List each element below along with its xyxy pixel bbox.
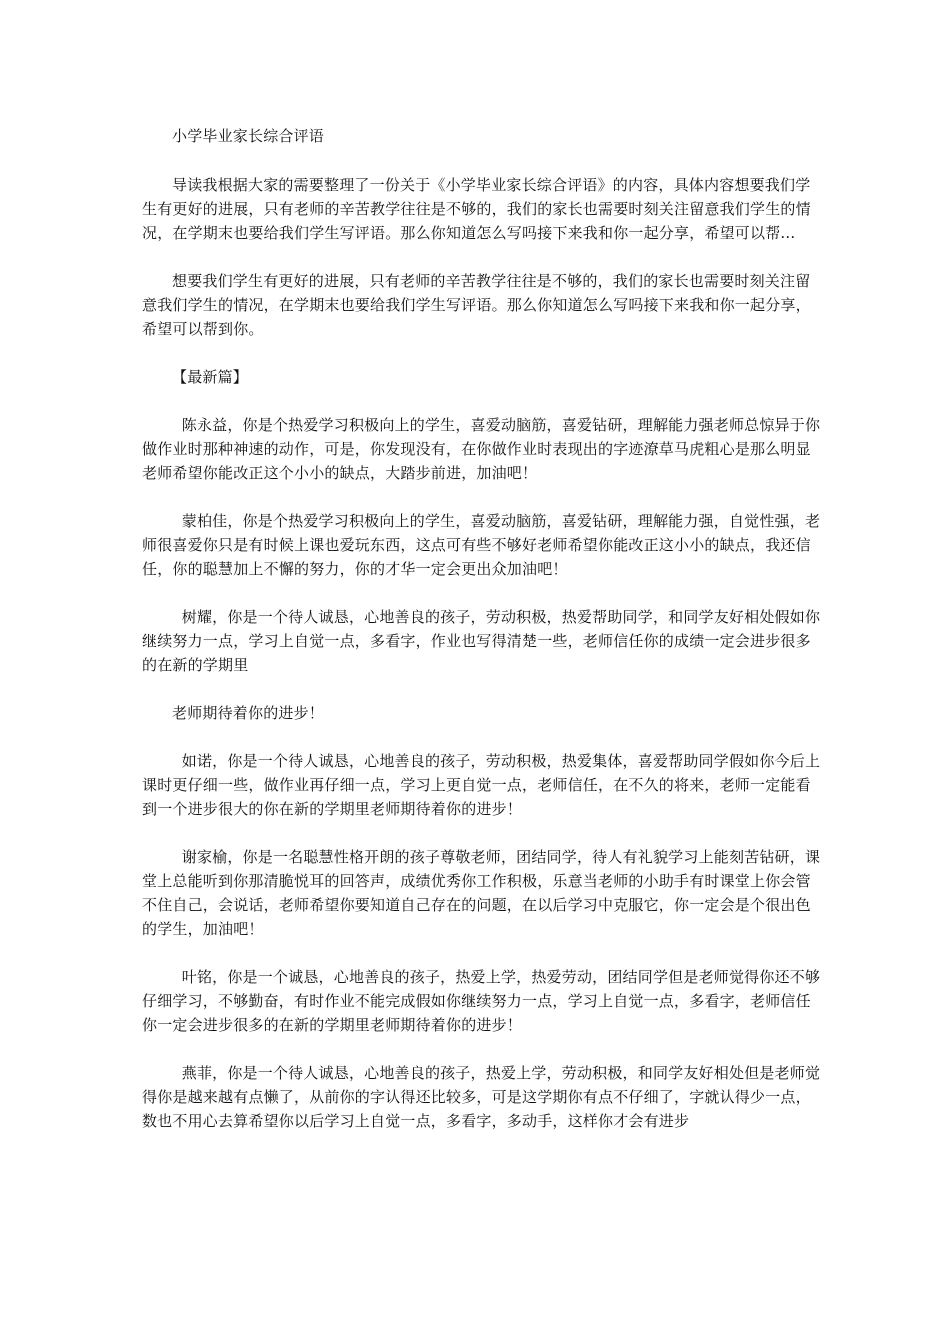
intro-paragraph: 导读我根据大家的需要整理了一份关于《小学毕业家长综合评语》的内容，具体内容想要我们学生有更好的进展，只有老师的辛苦教学往往是不够的，我们的家长也需要时刻关注留意我们学生的情况，在学期末也要给我们学生写评语。那么你知道怎么写吗接下来我和你一起分享，希望可以帮... [142,176,811,242]
body-paragraph: 想要我们学生有更好的进展，只有老师的辛苦教学往往是不够的，我们的家长也需要时刻关注留意我们学生的情况，在学期末也要给我们学生写评语。那么你知道怎么写吗接下来我和你一起分享，希望可以帮到你。 [142,272,811,338]
comment-paragraph: 陈永益，你是个热爱学习积极向上的学生，喜爱动脑筋，喜爱钻研，理解能力强老师总惊异于你做作业时那种神速的动作，可是，你发现没有，在你做作业时表现出的字迹潦草马虎粗心是那么明显老师希望你能改正这个小小的缺点，大踏步前进，加油吧！ [142,416,821,482]
comment-paragraph: 树耀，你是一个待人诚恳，心地善良的孩子，劳动积极，热爱帮助同学，和同学友好相处假如你继续努力一点，学习上自觉一点，多看字，作业也写得清楚一些，老师信任你的成绩一定会进步很多的在新的学期里 [142,608,821,674]
document-body [142,124,822,1133]
comment-paragraph: 谢家榆，你是一名聪慧性格开朗的孩子尊敬老师，团结同学，待人有礼貌学习上能刻苦钻研，课堂上总能听到你那清脆悦耳的回答声，成绩优秀你工作积极，乐意当老师的小助手有时课堂上你会管不住自己，会说话，老师希望你要知道自己存在的问题，在以后学习中克服它，你一定会是个很出色的学生，加油吧！ [142,848,821,938]
document-title: 小学毕业家长综合评语 [172,127,325,145]
comment-paragraph: 老师期待着你的进步！ [172,704,325,722]
comment-paragraph: 叶铭，你是一个诚恳，心地善良的孩子，热爱上学，热爱劳动，团结同学但是老师觉得你还不够仔细学习，不够勤奋，有时作业不能完成假如你继续努力一点，学习上自觉一点，多看字，老师信任你一定会进步很多的在新的学期里老师期待着你的进步！ [142,968,821,1034]
comment-paragraph: 蒙柏佳，你是个热爱学习积极向上的学生，喜爱动脑筋，喜爱钻研，理解能力强，自觉性强，老师很喜爱你只是有时候上课也爱玩东西，这点可有些不够好老师希望你能改正这小小的缺点，我还信任，你的聪慧加上不懈的努力，你的才华一定会更出众加油吧！ [142,512,821,578]
comment-paragraph: 如诺，你是一个待人诚恳，心地善良的孩子，劳动积极，热爱集体，喜爱帮助同学假如你今后上课时更仔细一些，做作业再仔细一点，学习上更自觉一点，老师信任，在不久的将来，老师一定能看到一个进步很大的你在新的学期里老师期待着你的进步！ [142,752,821,818]
comment-paragraph: 燕菲，你是一个待人诚恳，心地善良的孩子，热爱上学，劳动积极，和同学友好相处但是老师觉得你是越来越有点懒了，从前你的字认得还比较多，可是这学期你有点不仔细了，字就认得少一点，数也不用心去算希望你以后学习上自觉一点，多看字，多动手，这样你才会有进步 [142,1064,821,1130]
section-heading: 【最新篇】 [172,368,249,386]
